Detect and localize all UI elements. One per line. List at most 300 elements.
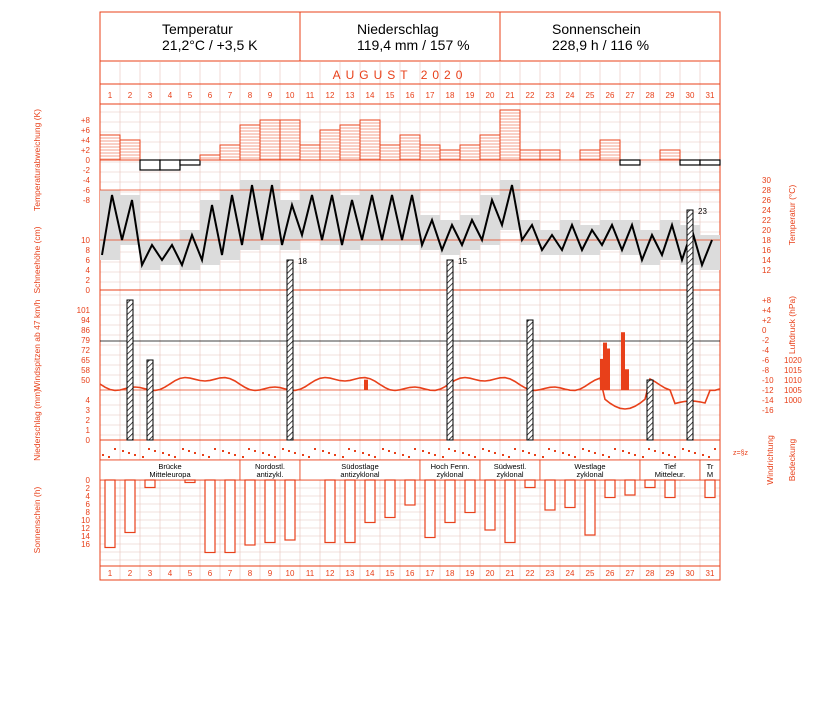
anomaly-bar xyxy=(700,160,720,165)
wind-direction-dot xyxy=(628,452,630,454)
wind-direction-dot xyxy=(254,450,256,452)
anomaly-bar xyxy=(160,160,180,170)
anomaly-bar xyxy=(380,145,400,160)
day-label-bottom: 4 xyxy=(167,569,173,578)
wind-direction-dot xyxy=(328,452,330,454)
anomaly-bar xyxy=(440,150,460,160)
weather-type-label: Tr xyxy=(706,462,714,471)
temp-normal-band xyxy=(520,220,540,245)
sunshine-bar xyxy=(225,480,235,553)
wind-tick: 72 xyxy=(81,346,90,355)
pressure-anomaly-tick: -6 xyxy=(762,356,770,365)
snow-tick: 2 xyxy=(85,276,90,285)
wind-direction-dot xyxy=(548,448,550,450)
sunshine-bar xyxy=(565,480,575,508)
day-label-bottom: 10 xyxy=(285,569,295,578)
wind-direction-dot xyxy=(662,452,664,454)
wind-direction-dot xyxy=(348,448,350,450)
precipitation-bar xyxy=(147,360,153,440)
wind-direction-dot xyxy=(108,456,110,458)
day-label-top: 6 xyxy=(207,91,213,100)
wind-direction-dot xyxy=(268,454,270,456)
snow-tick: 10 xyxy=(81,236,90,245)
day-label-top: 3 xyxy=(147,91,153,100)
temperature-tick: 12 xyxy=(762,266,771,275)
day-label-top: 24 xyxy=(565,91,575,100)
wind-direction-dot xyxy=(202,454,204,456)
sunshine-bar xyxy=(365,480,375,523)
anomaly-axis-label: Temperaturabweichung (K) xyxy=(32,108,42,212)
wind-direction-dot xyxy=(522,450,524,452)
pressure-anomaly-tick: 0 xyxy=(762,326,767,335)
anomaly-bar xyxy=(660,150,680,160)
anomaly-tick: +2 xyxy=(80,146,90,155)
weather-type-label: Hoch Fenn. xyxy=(430,462,470,471)
day-label-top: 10 xyxy=(285,91,295,100)
sunshine-bar xyxy=(345,480,355,543)
day-label-bottom: 26 xyxy=(605,569,615,578)
wind-direction-dot xyxy=(542,456,544,458)
sunshine-bar xyxy=(585,480,595,535)
day-label-bottom: 6 xyxy=(207,569,213,578)
wind-direction-dot xyxy=(614,448,616,450)
day-label-top: 29 xyxy=(665,91,675,100)
sunshine-tick: 12 xyxy=(81,524,90,533)
sunshine-bar xyxy=(385,480,395,518)
wind-direction-dot xyxy=(594,452,596,454)
wind-direction-dot xyxy=(488,450,490,452)
anomaly-tick: -4 xyxy=(82,176,90,185)
precipitation-bar xyxy=(647,380,653,440)
wind-direction-dot xyxy=(168,454,170,456)
anomaly-bar xyxy=(680,160,700,165)
precipitation-bar xyxy=(527,320,533,440)
snow-axis-label: Schneehöhe (cm) xyxy=(32,226,42,294)
wind-direction-dot xyxy=(342,456,344,458)
weather-type-label: Brücke xyxy=(158,462,182,471)
wind-direction-dot xyxy=(668,454,670,456)
weather-type-label: zyklonal xyxy=(436,470,464,479)
wind-direction-dot xyxy=(374,456,376,458)
month-title: AUGUST 2020 xyxy=(332,68,468,82)
sunshine-axis-label: Sonnenschein (h) xyxy=(32,486,42,554)
wind-gust-bar xyxy=(606,349,610,390)
wind-direction-dot xyxy=(208,456,210,458)
wind-direction-dot xyxy=(214,448,216,450)
day-label-top: 16 xyxy=(405,91,415,100)
header-sunshine xyxy=(552,14,649,60)
header-temperature-value: 21,2°C / +3,5 K xyxy=(162,37,258,53)
sunshine-bar xyxy=(445,480,455,523)
temperature-tick: 18 xyxy=(762,236,771,245)
wind-direction-dot xyxy=(568,454,570,456)
sunshine-bar xyxy=(265,480,275,543)
sunshine-bar xyxy=(325,480,335,543)
wind-direction-dot xyxy=(288,450,290,452)
day-label-bottom: 2 xyxy=(127,569,133,578)
wind-direction-dot xyxy=(528,452,530,454)
wind-direction-dot xyxy=(154,450,156,452)
wind-direction-dot xyxy=(602,454,604,456)
wind-tick: 58 xyxy=(81,366,90,375)
wind-direction-dot xyxy=(508,456,510,458)
weather-type-label: zyklonal xyxy=(576,470,604,479)
pressure-anomaly-tick: -14 xyxy=(762,396,774,405)
wind-direction-dot xyxy=(434,454,436,456)
wind-direction-dot xyxy=(622,450,624,452)
day-label-bottom: 29 xyxy=(665,569,675,578)
sunshine-bar xyxy=(105,480,115,548)
snow-tick: 4 xyxy=(85,266,90,275)
precipitation-bar xyxy=(287,260,293,440)
wind-direction-dot xyxy=(582,448,584,450)
day-label-top: 15 xyxy=(385,91,395,100)
wind-direction-dot xyxy=(188,450,190,452)
day-label-top: 17 xyxy=(425,91,435,100)
sunshine-tick: 10 xyxy=(81,516,90,525)
wind-direction-dot xyxy=(462,452,464,454)
wind-direction-dot xyxy=(122,450,124,452)
precipitation-bar-label: 18 xyxy=(298,257,307,266)
header-temperature-title: Temperatur xyxy=(162,21,233,37)
pressure-anomaly-tick: +8 xyxy=(762,296,772,305)
day-label-top: 28 xyxy=(645,91,655,100)
wind-direction-dot xyxy=(322,450,324,452)
day-label-bottom: 30 xyxy=(685,569,695,578)
anomaly-tick: +6 xyxy=(80,126,90,135)
wind-direction-dot xyxy=(242,456,244,458)
anomaly-bar xyxy=(300,145,320,160)
sunshine-bar xyxy=(485,480,495,530)
wind-direction-dot xyxy=(688,450,690,452)
day-label-bottom: 22 xyxy=(525,569,535,578)
precipitation-bar xyxy=(447,260,453,440)
weather-type-label: antizyklonal xyxy=(340,470,380,479)
wind-tick: 94 xyxy=(81,316,90,325)
sunshine-tick: 6 xyxy=(85,500,90,509)
weather-type-label: M xyxy=(706,470,714,479)
day-label-bottom: 18 xyxy=(445,569,455,578)
anomaly-bar xyxy=(180,160,200,165)
wind-direction-dot xyxy=(362,452,364,454)
day-label-top: 31 xyxy=(705,91,715,100)
wind-direction-dot xyxy=(294,452,296,454)
day-label-top: 21 xyxy=(505,91,515,100)
anomaly-bar xyxy=(620,160,640,165)
day-label-bottom: 13 xyxy=(345,569,355,578)
anomaly-bar xyxy=(520,150,540,160)
wind-direction-dot xyxy=(334,454,336,456)
wind-direction-dot xyxy=(708,456,710,458)
wind-direction-dot xyxy=(234,454,236,456)
day-label-top: 11 xyxy=(305,91,315,100)
header-precipitation-title: Niederschlag xyxy=(357,21,439,37)
cover-axis-label: Bedeckung xyxy=(787,438,797,482)
wind-direction-dot xyxy=(514,448,516,450)
sunshine-bar xyxy=(405,480,415,505)
weather-type-label: antizykl. xyxy=(256,470,284,479)
wind-direction-dot xyxy=(574,456,576,458)
anomaly-tick: 0 xyxy=(85,156,90,165)
anomaly-bar xyxy=(420,145,440,160)
precip-tick: 0 xyxy=(85,436,90,445)
pressure-anomaly-tick: -16 xyxy=(762,406,774,415)
day-label-top: 7 xyxy=(227,91,233,100)
wind-direction-dot xyxy=(408,456,410,458)
wind-direction-dot xyxy=(162,452,164,454)
wind-direction-dot xyxy=(142,456,144,458)
wind-direction-dot xyxy=(314,448,316,450)
day-label-top: 4 xyxy=(167,91,173,100)
wind-direction-dot xyxy=(148,448,150,450)
wind-direction-dot xyxy=(394,452,396,454)
temperature-tick: 26 xyxy=(762,196,771,205)
header-precipitation-value: 119,4 mm / 157 % xyxy=(357,37,470,53)
pressure-axis-label: Luftdruck (hPa) xyxy=(787,295,797,355)
anomaly-tick: -8 xyxy=(82,196,90,205)
day-label-top: 23 xyxy=(545,91,555,100)
anomaly-bar xyxy=(220,145,240,160)
wind-direction-dot xyxy=(714,448,716,450)
sunshine-bar xyxy=(645,480,655,488)
day-label-top: 13 xyxy=(345,91,355,100)
precipitation-bar-label: 15 xyxy=(458,257,467,266)
day-label-top: 2 xyxy=(127,91,133,100)
day-label-top: 27 xyxy=(625,91,635,100)
wind-direction-dot xyxy=(102,454,104,456)
anomaly-bar xyxy=(500,110,520,160)
wind-tick: 50 xyxy=(81,376,90,385)
wind-direction-dot xyxy=(128,452,130,454)
wind-direction-dot xyxy=(448,448,450,450)
wind-direction-dot xyxy=(114,448,116,450)
wind-direction-dot xyxy=(474,456,476,458)
day-label-top: 25 xyxy=(585,91,595,100)
wind-direction-dot xyxy=(654,450,656,452)
sunshine-bar xyxy=(525,480,535,488)
temp-normal-band xyxy=(160,240,180,265)
anomaly-bar xyxy=(460,145,480,160)
day-label-top: 26 xyxy=(605,91,615,100)
anomaly-bar xyxy=(200,155,220,160)
sunshine-bar xyxy=(145,480,155,488)
wind-direction-dot xyxy=(354,450,356,452)
sunshine-bar xyxy=(705,480,715,498)
wind-gust-bar xyxy=(364,380,368,390)
wind-direction-dot xyxy=(468,454,470,456)
snow-tick: 0 xyxy=(85,286,90,295)
snow-tick: 6 xyxy=(85,256,90,265)
weather-type-label: Südwestl. xyxy=(493,462,527,471)
precipitation-bar xyxy=(127,300,133,440)
day-label-top: 19 xyxy=(465,91,475,100)
day-label-top: 1 xyxy=(107,91,113,100)
pressure-tick: 1005 xyxy=(784,386,802,395)
day-label-bottom: 12 xyxy=(325,569,335,578)
day-label-top: 14 xyxy=(365,91,375,100)
anomaly-tick: +4 xyxy=(80,136,90,145)
snow-tick: 8 xyxy=(85,246,90,255)
sunshine-bar xyxy=(545,480,555,510)
pressure-tick: 1015 xyxy=(784,366,802,375)
wind-tick: 65 xyxy=(81,356,90,365)
temperature-tick: 14 xyxy=(762,256,771,265)
wind-direction-dot xyxy=(502,454,504,456)
day-label-bottom: 15 xyxy=(385,569,395,578)
sunshine-bar xyxy=(125,480,135,533)
pressure-anomaly-tick: -2 xyxy=(762,336,770,345)
sunshine-tick: 0 xyxy=(85,476,90,485)
weather-type-label: Südostlage xyxy=(341,462,379,471)
header-precipitation xyxy=(357,14,470,60)
wind-direction-dot xyxy=(648,448,650,450)
wind-direction-dot xyxy=(608,456,610,458)
day-label-bottom: 24 xyxy=(565,569,575,578)
weather-type-label: Westlage xyxy=(574,462,606,471)
wind-direction-dot xyxy=(482,448,484,450)
header-sunshine-value: 228,9 h / 116 % xyxy=(552,37,650,53)
precip-tick: 1 xyxy=(85,426,90,435)
temp-normal-band xyxy=(140,240,160,270)
day-label-top: 20 xyxy=(485,91,495,100)
day-label-bottom: 9 xyxy=(267,569,273,578)
day-label-bottom: 14 xyxy=(365,569,375,578)
anomaly-bar xyxy=(540,150,560,160)
pressure-tick: 1000 xyxy=(784,396,802,405)
day-label-bottom: 31 xyxy=(705,569,715,578)
temperature-tick: 24 xyxy=(762,206,771,215)
wind-direction-dot xyxy=(562,452,564,454)
day-label-top: 30 xyxy=(685,91,695,100)
sunshine-bar xyxy=(185,480,195,483)
wind-tick: 79 xyxy=(81,336,90,345)
sunshine-tick: 14 xyxy=(81,532,90,541)
wind-direction-dot xyxy=(308,456,310,458)
sunshine-bar xyxy=(605,480,615,498)
pressure-anomaly-tick: -12 xyxy=(762,386,774,395)
wind-axis-label: Windspitzen ab 47 km/h xyxy=(32,299,42,391)
day-label-bottom: 27 xyxy=(625,569,635,578)
anomaly-tick: -2 xyxy=(82,166,90,175)
wind-direction-dot xyxy=(494,452,496,454)
anomaly-tick: -6 xyxy=(82,186,90,195)
precip-tick: 4 xyxy=(85,396,90,405)
sunshine-bar xyxy=(205,480,215,553)
wind-tick: 101 xyxy=(76,306,90,315)
precipitation-bar xyxy=(687,210,693,440)
wind-direction-dot xyxy=(402,454,404,456)
sunshine-tick: 8 xyxy=(85,508,90,517)
day-label-bottom: 3 xyxy=(147,569,153,578)
anomaly-bar xyxy=(580,150,600,160)
wind-direction-dot xyxy=(674,456,676,458)
wind-direction-dot xyxy=(428,452,430,454)
weather-type-label: Nordostl. xyxy=(254,462,286,471)
wind-direction-dot xyxy=(442,456,444,458)
day-label-top: 9 xyxy=(267,91,273,100)
day-label-bottom: 28 xyxy=(645,569,655,578)
sunshine-bar xyxy=(665,480,675,498)
weather-type-label: Mitteleur. xyxy=(654,470,686,479)
day-label-bottom: 17 xyxy=(425,569,435,578)
pressure-tick: 1010 xyxy=(784,376,802,385)
wind-direction-dot xyxy=(228,452,230,454)
day-label-bottom: 1 xyxy=(107,569,113,578)
wind-gust-bar xyxy=(625,369,629,390)
pressure-anomaly-tick: -8 xyxy=(762,366,770,375)
wind-direction-dot xyxy=(634,454,636,456)
day-label-bottom: 5 xyxy=(187,569,193,578)
pressure-anomaly-tick: +4 xyxy=(762,306,772,315)
day-label-bottom: 8 xyxy=(247,569,253,578)
wind-direction-dot xyxy=(702,454,704,456)
wind-direction-dot xyxy=(682,448,684,450)
sunshine-bar xyxy=(505,480,515,543)
wind-direction-dot xyxy=(194,452,196,454)
day-label-bottom: 11 xyxy=(305,569,315,578)
temperature-tick: 28 xyxy=(762,186,771,195)
precip-tick: 3 xyxy=(85,406,90,415)
sunshine-bar xyxy=(625,480,635,495)
wind-direction-dot xyxy=(262,452,264,454)
pressure-anomaly-tick: +2 xyxy=(762,316,772,325)
wind-direction-axis-label: Windrichtung xyxy=(765,435,775,485)
wind-tick: 86 xyxy=(81,326,90,335)
day-label-top: 18 xyxy=(445,91,455,100)
wind-cover-scale: z=§z xyxy=(733,450,748,457)
weather-type-label: zyklonal xyxy=(496,470,524,479)
day-label-top: 5 xyxy=(187,91,193,100)
precipitation-bar-label: 23 xyxy=(698,207,707,216)
pressure-anomaly-tick: -10 xyxy=(762,376,774,385)
day-label-top: 12 xyxy=(325,91,335,100)
wind-direction-dot xyxy=(274,456,276,458)
wind-direction-dot xyxy=(422,450,424,452)
wind-direction-dot xyxy=(388,450,390,452)
wind-direction-dot xyxy=(134,454,136,456)
day-label-bottom: 23 xyxy=(545,569,555,578)
sunshine-bar xyxy=(425,480,435,538)
sunshine-bar xyxy=(285,480,295,540)
wind-direction-dot xyxy=(282,448,284,450)
day-label-bottom: 7 xyxy=(227,569,233,578)
sunshine-bar xyxy=(465,480,475,513)
sunshine-tick: 4 xyxy=(85,492,90,501)
precip-axis-label: Niederschlag (mm) xyxy=(32,389,42,461)
wind-direction-dot xyxy=(534,454,536,456)
sunshine-bar xyxy=(245,480,255,545)
weather-type-label: Tief xyxy=(663,462,677,471)
temperature-axis-label: Temperatur (°C) xyxy=(787,184,797,246)
wind-direction-dot xyxy=(642,456,644,458)
day-label-bottom: 25 xyxy=(585,569,595,578)
wind-direction-dot xyxy=(368,454,370,456)
anomaly-tick: +8 xyxy=(80,116,90,125)
wind-direction-dot xyxy=(554,450,556,452)
wind-direction-dot xyxy=(174,456,176,458)
pressure-tick: 1020 xyxy=(784,356,802,365)
day-label-bottom: 16 xyxy=(405,569,415,578)
day-label-bottom: 19 xyxy=(465,569,475,578)
day-label-bottom: 21 xyxy=(505,569,515,578)
wind-direction-dot xyxy=(382,448,384,450)
weather-type-label: Mitteleuropa xyxy=(149,470,191,479)
pressure-anomaly-tick: -4 xyxy=(762,346,770,355)
wind-direction-dot xyxy=(414,448,416,450)
day-label-top: 22 xyxy=(525,91,535,100)
sunshine-tick: 2 xyxy=(85,484,90,493)
temperature-tick: 20 xyxy=(762,226,771,235)
